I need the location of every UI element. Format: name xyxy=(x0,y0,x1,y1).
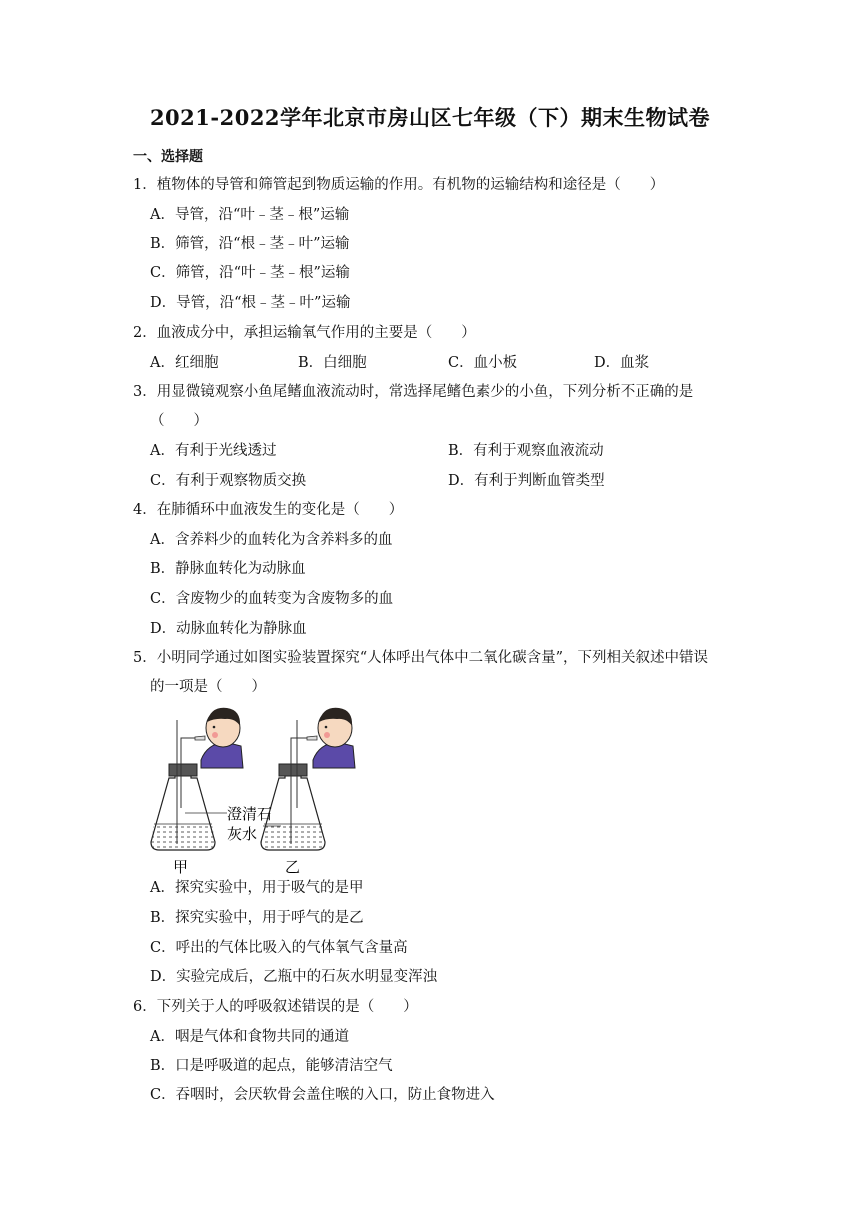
section-heading: 一、选择题 xyxy=(133,149,203,165)
question-4-stem: 4．在肺循环中血液发生的变化是（ ） xyxy=(133,502,404,518)
question-1-option-d: D．导管，沿“根﹣茎﹣叶”运输 xyxy=(150,295,351,311)
question-2-option-b: B．白细胞 xyxy=(298,355,367,371)
question-3-option-a: A．有利于光线透过 xyxy=(150,443,277,459)
question-1-stem: 1．植物体的导管和筛管起到物质运输的作用。有机物的运输结构和途径是（ ） xyxy=(133,177,665,193)
question-5-option-b: B．探究实验中，用于呼气的是乙 xyxy=(150,910,364,926)
figure-liquid-label: 澄清石 灰水 xyxy=(227,805,273,843)
question-4-option-c: C．含废物少的血转变为含废物多的血 xyxy=(150,591,394,607)
question-2-option-c: C．血小板 xyxy=(448,355,518,371)
question-3-stem-cont: （ ） xyxy=(150,413,208,429)
question-1-option-a: A．导管，沿“叶﹣茎﹣根”运输 xyxy=(150,207,350,223)
question-3-stem: 3．用显微镜观察小鱼尾鳍血液流动时，常选择尾鳍色素少的小鱼，下列分析不正确的是 xyxy=(133,384,694,400)
question-2-option-a: A．红细胞 xyxy=(150,355,219,371)
question-1-option-b: B．筛管，沿“根﹣茎﹣叶”运输 xyxy=(150,236,350,252)
question-5-stem: 5．小明同学通过如图实验装置探究“人体呼出气体中二氧化碳含量”，下列相关叙述中错误 xyxy=(133,650,709,666)
question-1-option-c: C．筛管，沿“叶﹣茎﹣根”运输 xyxy=(150,265,350,281)
person-icon-a xyxy=(195,708,243,768)
question-3-option-b: B．有利于观察血液流动 xyxy=(448,443,604,459)
question-6-option-b: B．口是呼吸道的起点，能够清洁空气 xyxy=(150,1058,393,1074)
question-2-stem: 2．血液成分中，承担运输氧气作用的主要是（ ） xyxy=(133,325,476,341)
page-title: 2021-2022学年北京市房山区七年级（下）期末生物试卷 xyxy=(149,105,711,130)
question-6-option-c: C．吞咽时，会厌软骨会盖住喉的入口，防止食物进入 xyxy=(150,1087,495,1103)
question-6-option-a: A．咽是气体和食物共同的通道 xyxy=(150,1029,349,1045)
question-4-option-d: D．动脉血转化为静脉血 xyxy=(150,621,307,637)
question-4-option-b: B．静脉血转化为动脉血 xyxy=(150,561,306,577)
figure-label-b: 乙 xyxy=(285,858,301,875)
question-5-option-a: A．探究实验中，用于吸气的是甲 xyxy=(150,880,364,896)
figure-label-a: 甲 xyxy=(173,858,189,875)
question-3-option-d: D．有利于判断血管类型 xyxy=(448,473,605,489)
question-2-option-d: D．血浆 xyxy=(594,355,650,371)
question-5-option-d: D．实验完成后，乙瓶中的石灰水明显变浑浊 xyxy=(150,969,438,985)
question-4-option-a: A．含养料少的血转化为含养料多的血 xyxy=(150,532,393,548)
question-5-option-c: C．呼出的气体比吸入的气体氧气含量高 xyxy=(150,940,408,956)
person-icon-b xyxy=(307,708,355,768)
question-5-stem-cont: 的一项是（ ） xyxy=(150,679,266,695)
experiment-figure xyxy=(145,700,395,875)
question-3-option-c: C．有利于观察物质交换 xyxy=(150,473,307,489)
question-6-stem: 6．下列关于人的呼吸叙述错误的是（ ） xyxy=(133,999,418,1015)
